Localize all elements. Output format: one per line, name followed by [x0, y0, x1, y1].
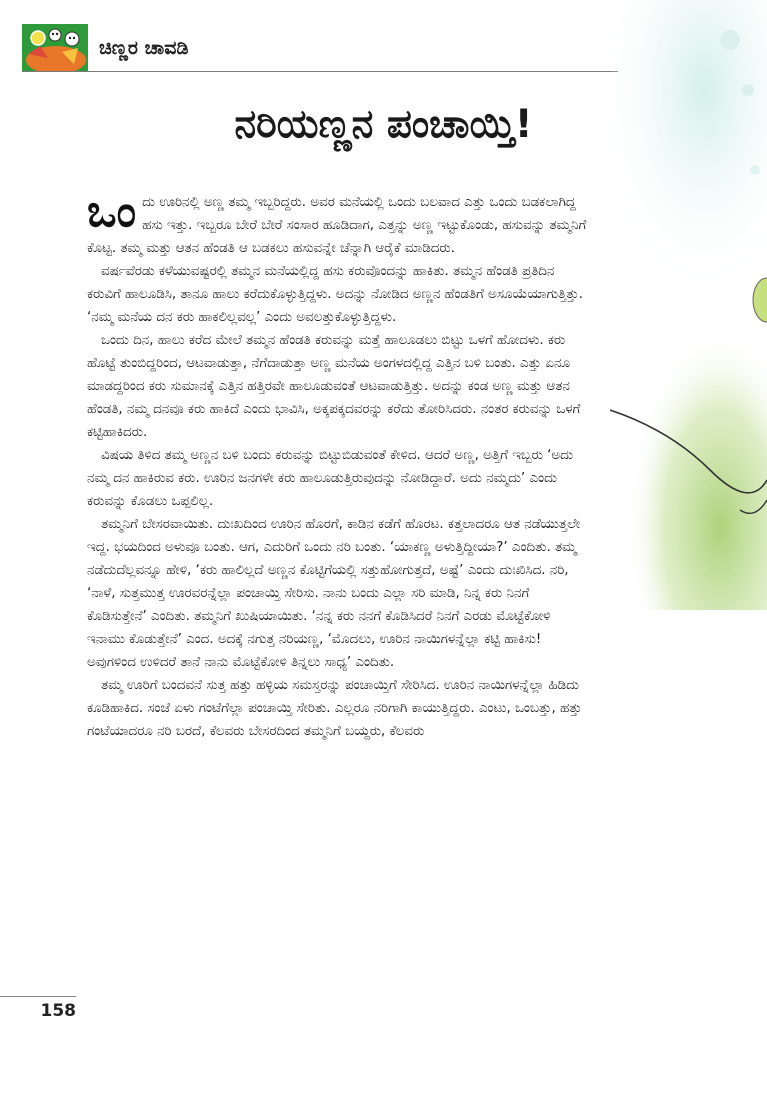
paragraph-4: ವಿಷಯ ತಿಳಿದ ತಮ್ಮ ಅಣ್ಣನ ಬಳಿ ಬಂದು ಕರುವನ್ನು ಬಿಟ್ಟುಬಿಡುವಂತೆ ಕೇಳಿದ. ಆದರೆ ಅಣ್ಣ, ಅತ್ತಿಗೆ ಇಬ್ಬರು ‘ಅದು ನಮ್ಮ ದನ ಹಾಕಿರುವ ಕರು. ಊರಿನ ಜನಗಳೇ ಕರು ಹಾಲೂಡುತ್ತಿರುವುದನ್ನು ನೋಡಿದ್ದಾರೆ. ಅದು ನಮ್ಮದು’ ಎಂದು ಕರುವನ್ನು ಕೊಡಲು ಒಪ್ಪಲಿಲ್ಲ. [87, 448, 574, 509]
page-number: 158 [40, 1001, 76, 1021]
article-body [87, 186, 589, 743]
paragraph-5: ತಮ್ಮನಿಗೆ ಬೇಸರವಾಯಿತು. ದುಃಖದಿಂದ ಊರಿನ ಹೊರಗೆ, ಕಾಡಿನ ಕಡೆಗೆ ಹೊರಟ. ಕತ್ತಲಾದರೂ ಆತ ನಡೆಯುತ್ತಲೇ ಇದ್ದ. ಭಯದಿಂದ ಅಳುವೂ ಬಂತು. ಆಗ, ಎದುರಿಗೆ ಒಂದು ನರಿ ಬಂತು. ‘ಯಾಕಣ್ಣ ಅಳುತ್ತಿದ್ದೀಯಾ?’ ಎಂದಿತು. ತಮ್ಮ ನಡೆದುದೆಲ್ಲವನ್ನೂ ಹೇಳಿ, ‘ಕರು ಹಾಲಿಲ್ಲದೆ ಅಣ್ಣನ ಕೊಟ್ಟಿಗೆಯಲ್ಲಿ ಸತ್ತುಹೋಗುತ್ತದೆ, ಅಷ್ಟೆ’ ಎಂದು ದುಃಖಿಸಿದ. ನರಿ, ‘ನಾಳೆ, ಸುತ್ತಮುತ್ತ ಊರವರನ್ನೆಲ್ಲಾ ಪಂಚಾಯ್ತಿ ಸೇರಿಸು. ನಾನು ಬಂದು ಎಲ್ಲಾ ಸರಿ ಮಾಡಿ, ನಿನ್ನ ಕರು ನಿನಗೆ ಕೊಡಿಸುತ್ತೇನೆ’ ಎಂದಿತು. ತಮ್ಮನಿಗೆ ಖುಷಿಯಾಯಿತು. ‘ನನ್ನ ಕರು ನನಗೆ ಕೊಡಿಸಿದರೆ ನಿನಗೆ ಎರಡು ಮೊಟ್ಟೆಕೋಳಿ ಇನಾಮು ಕೊಡುತ್ತೇನೆ’ ಎಂದ. ಅದಕ್ಕೆ ನಗುತ್ತ ನರಿಯಣ್ಣ, ‘ಮೊದಲು, ಊರಿನ ನಾಯಿಗಳನ್ನೆಲ್ಲಾ ಕಟ್ಟಿ ಹಾಕಿಸು! ಅವುಗಳಿಂದ ಉಳಿದರೆ ತಾನೆ ನಾನು ಮೊಟ್ಟೆಕೋಳಿ ತಿನ್ನಲು ಸಾಧ್ಯ’ ಎಂದಿತು. [87, 517, 581, 670]
drop-cap: ಒಂ [87, 186, 137, 237]
paragraph-1 [87, 186, 589, 260]
paragraph-6: ತಮ್ಮ ಊರಿಗೆ ಬಂದವನೆ ಸುತ್ತ ಹತ್ತು ಹಳ್ಳಿಯ ಸಮಸ್ತರನ್ನು ಪಂಚಾಯ್ತಿಗೆ ಸೇರಿಸಿದ. ಊರಿನ ನಾಯಿಗಳನ್ನೆಲ್ಲಾ ಹಿಡಿದು ಕೂಡಿಹಾಕಿದ. ಸಂಜೆ ಏಳು ಗಂಟೆಗೆಲ್ಲಾ ಪಂಚಾಯ್ತಿ ಸೇರಿತು. ಎಲ್ಲರೂ ನರಿಗಾಗಿ ಕಾಯುತ್ತಿದ್ದರು. ಎಂಟು, ಒಂಬತ್ತು, ಹತ್ತು ಗಂಟೆಯಾದರೂ ನರಿ ಬರದೆ, ಕೆಲವರು ಬೇಸರದಿಂದ ತಮ್ಮನಿಗೆ ಬಯ್ದರು, ಕೆಲವರು [87, 678, 582, 739]
paragraph-3: ಒಂದು ದಿನ, ಹಾಲು ಕರೆದ ಮೇಲೆ ತಮ್ಮನ ಹೆಂಡತಿ ಕರುವನ್ನು ಮತ್ತೆ ಹಾಲೂಡಲು ಬಿಟ್ಟು ಒಳಗೆ ಹೋದಳು. ಕರು ಹೊಟ್ಟೆ ತುಂಬಿದ್ದರಿಂದ, ಆಟವಾಡುತ್ತಾ, ನೆಗೆದಾಡುತ್ತಾ ಅಣ್ಣ ಮನೆಯ ಅಂಗಳದಲ್ಲಿದ್ದ ಎತ್ತಿನ ಬಳಿ ಬಂತು. ಎತ್ತು ಏನೂ ಮಾಡದ್ದರಿಂದ ಕರು ಸುಮಾನಕ್ಕೆ ಎತ್ತಿನ ಹತ್ತಿರವೇ ಹಾಲೂಡುವಂತೆ ಆಟವಾಡುತ್ತಿತ್ತು. ಅದನ್ನು ಕಂಡ ಅಣ್ಣ ಮತ್ತು ಆತನ ಹೆಂಡತಿ, ನಮ್ಮ ದನವೂ ಕರು ಹಾಕಿದೆ ಎಂದು ಭಾವಿಸಿ, ಅಕ್ಕಪಕ್ಕದವರನ್ನು ಕರೆದು ತೋರಿಸಿದರು. ನಂತರ ಕರುವನ್ನು ಒಳಗೆ ಕಟ್ಟಿಹಾಕಿದರು. [87, 333, 581, 440]
section-name: ಚಿಣ್ಣರ ಚಾವಡಿ [99, 37, 189, 59]
children-logo-icon [22, 24, 88, 71]
footer-rule [0, 996, 76, 997]
decorative-illustration [610, 0, 767, 610]
paragraph-1-text: ದು ಊರಿನಲ್ಲಿ ಅಣ್ಣ ತಮ್ಮ ಇಬ್ಬರಿದ್ದರು. ಅವರ ಮನೆಯಲ್ಲಿ ಒಂದು ಬಲವಾದ ಎತ್ತು ಒಂದು ಬಡಕಲಾಗಿದ್ದ ಹಸು ಇತ್ತು. ಇಬ್ಬರೂ ಬೇರೆ ಬೇರೆ ಸಂಸಾರ ಹೂಡಿದಾಗ, ಎತ್ತನ್ನು ಅಣ್ಣ ಇಟ್ಟುಕೊಂಡು, ಹಸುವನ್ನು ತಮ್ಮನಿಗೆ ಕೊಟ್ಟ. ತಮ್ಮ ಮತ್ತು ಆತನ ಹೆಂಡತಿ ಆ ಬಡಕಲು ಹಸುವನ್ನೇ ಚೆನ್ನಾಗಿ ಆರೈಕೆ ಮಾಡಿದರು. [87, 195, 587, 256]
section-logo [22, 24, 88, 71]
paragraph-2: ವರ್ಷವೆರಡು ಕಳೆಯುವಷ್ಟರಲ್ಲಿ ತಮ್ಮನ ಮನೆಯಲ್ಲಿದ್ದ ಹಸು ಕರುವೊಂದನ್ನು ಹಾಕಿತು. ತಮ್ಮನ ಹೆಂಡತಿ ಪ್ರತಿದಿನ ಕರುವಿಗೆ ಹಾಲೂಡಿಸಿ, ತಾನೂ ಹಾಲು ಕರೆದುಕೊಳ್ಳುತ್ತಿದ್ದಳು. ಅದನ್ನು ನೋಡಿದ ಅಣ್ಣನ ಹೆಂಡತಿಗೆ ಅಸೂಯೆಯಾಗುತ್ತಿತ್ತು. ‘ನಮ್ಮ ಮನೆಯ ದನ ಕರು ಹಾಕಲಿಲ್ಲವಲ್ಲ’ ಎಂದು ಅವಲತ್ತುಕೊಳ್ಳುತ್ತಿದ್ದಳು. [87, 264, 583, 325]
header-divider [22, 71, 618, 72]
article-title: ನರಿಯಣ್ಣನ ಪಂಚಾಯ್ತಿ! [234, 102, 533, 147]
